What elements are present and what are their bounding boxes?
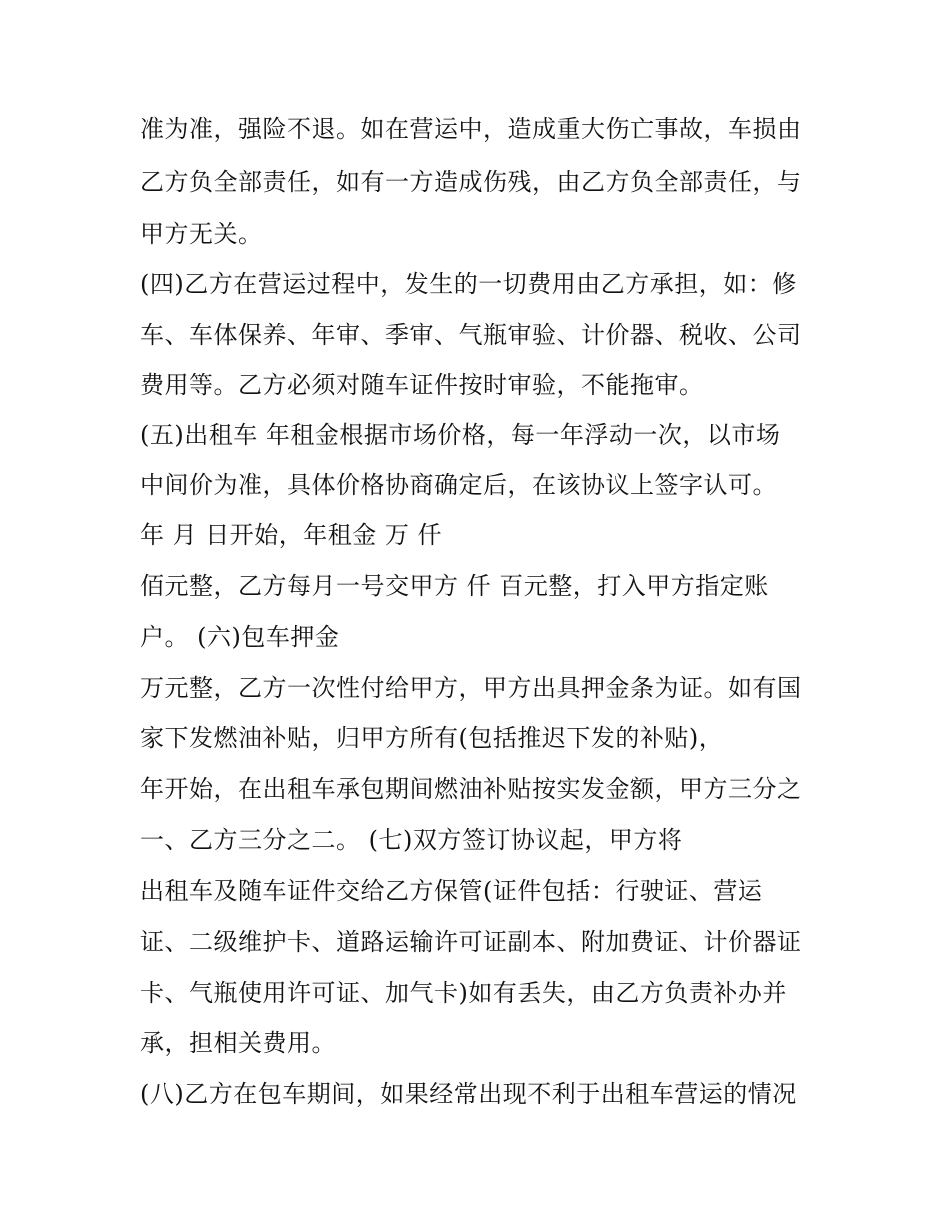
text-line: 甲方无关。 <box>140 220 263 248</box>
text-line: 户。 (六)包车押金 <box>140 623 340 651</box>
text-line: 卡、气瓶使用许可证、加气卡)如有丢失，由乙方负责补办并 <box>140 979 787 1007</box>
text-line: 万元整，乙方一次性付给甲方，甲方出具押金条为证。如有国 <box>140 674 802 702</box>
text-line: 中间价为准，具体价格协商确定后，在该协议上签字认可。 <box>140 471 777 499</box>
text-line: 费用等。乙方必须对随车证件按时审验，不能拖审。 <box>140 371 704 399</box>
text-line: (四)乙方在营运过程中，发生的一切费用由乙方承担，如：修 <box>140 270 797 298</box>
text-line: 车、车体保养、年审、季审、气瓶审验、计价器、税收、公司 <box>140 321 802 349</box>
text-line: 乙方负全部责任，如有一方造成伤残，由乙方负全部责任，与 <box>140 168 802 196</box>
text-line: (八)乙方在包车期间，如果经常出现不利于出租车营运的情况 <box>140 1080 797 1108</box>
text-line: 出租车及随车证件交给乙方保管(证件包括：行驶证、营运 <box>140 877 763 905</box>
text-line: 年开始，在出租车承包期间燃油补贴按实发金额，甲方三分之 <box>140 775 802 803</box>
text-line: 佰元整，乙方每月一号交甲方 仟 百元整，打入甲方指定账 <box>140 572 769 600</box>
text-line: (五)出租车 年租金根据市场价格，每一年浮动一次，以市场 <box>140 421 781 449</box>
text-line: 准为准，强险不退。如在营运中，造成重大伤亡事故，车损由 <box>140 115 802 143</box>
text-line: 一、乙方三分之二。 (七)双方签订协议起，甲方将 <box>140 826 683 854</box>
text-line: 证、二级维护卡、道路运输许可证副本、附加费证、计价器证 <box>140 928 802 956</box>
text-line: 年 月 日开始，年租金 万 仟 <box>140 521 443 549</box>
text-line: 家下发燃油补贴，归甲方所有(包括推迟下发的补贴)， <box>140 724 724 752</box>
text-line: 承，担相关费用。 <box>140 1029 336 1057</box>
